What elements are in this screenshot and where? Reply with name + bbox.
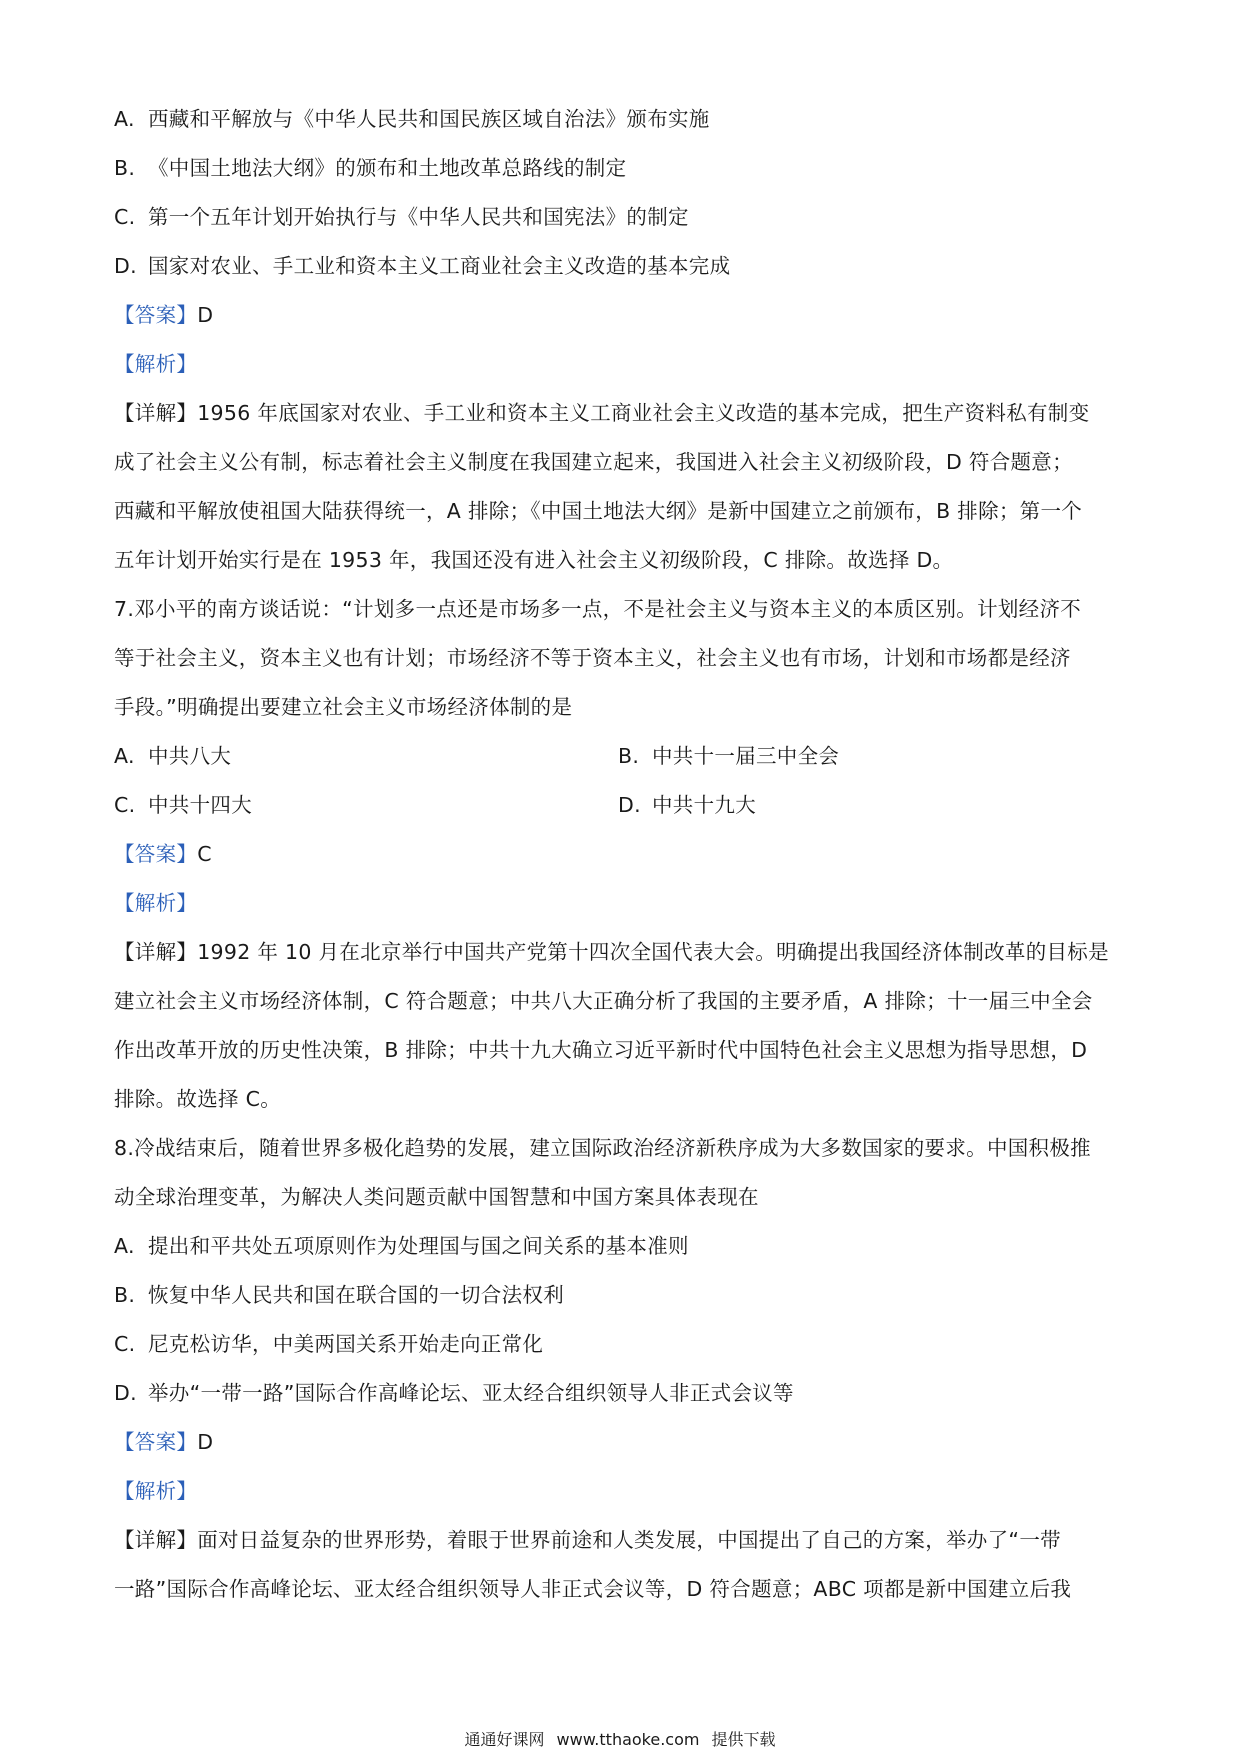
q8-analysis-label (114, 1477, 1134, 1505)
q7-stem-line-2: 等于社会主义，资本主义也有计划；市场经济不等于资本主义，社会主义也有市场，计划和市场都是经济 (114, 646, 1071, 670)
q8-detail-line-1 (114, 1526, 1134, 1554)
q7-option-b (618, 742, 839, 770)
q6-option-a (114, 105, 1134, 133)
q6-option-b (114, 154, 1134, 182)
footer-suffix: 提供下载 (711, 1730, 776, 1749)
answer-value: C (197, 842, 212, 866)
q8-stem-line-2: 动全球治理变革，为解决人类问题贡献中国智慧和中国方案具体表现在 (114, 1185, 759, 1209)
answer-label: 【答案】 (114, 303, 198, 327)
option-text: 举办“一带一路”国际合作高峰论坛、亚太经合组织领导人非正式会议等 (148, 1381, 794, 1405)
q8-option-b (114, 1281, 1134, 1309)
option-letter: C. (114, 1332, 136, 1356)
q7-detail-line-1 (114, 938, 1134, 966)
q7-answer (114, 840, 1134, 868)
detail-label: 【详解】 (114, 940, 198, 964)
q6-detail-line-1 (114, 399, 1134, 427)
q8-detail-line-2: 一路”国际合作高峰论坛、亚太经合组织领导人非正式会议等，D 符合题意；ABC 项都是新中国建立后我 (114, 1577, 1072, 1601)
q7-analysis-label (114, 889, 1134, 917)
q8-stem-line-1: 8.冷战结束后，随着世界多极化趋势的发展，建立国际政治经济新秩序成为大多数国家的要求。中国积极推 (114, 1136, 1091, 1160)
answer-value: D (197, 303, 214, 327)
q6-detail-line-3: 西藏和平解放使祖国大陆获得统一，A 排除；《中国土地法大纲》是新中国建立之前颁布，B 排除；第一个 (114, 499, 1083, 523)
q7-option-a (114, 742, 231, 770)
analysis-label: 【解析】 (114, 352, 198, 376)
page-footer (0, 1730, 1240, 1750)
q6-detail-line-2: 成了社会主义公有制，标志着社会主义制度在我国建立起来，我国进入社会主义初级阶段，D 符合题意； (114, 450, 1073, 474)
q6-analysis-label (114, 350, 1134, 378)
option-text: 恢复中华人民共和国在联合国的一切合法权利 (148, 1283, 564, 1307)
option-letter: D. (114, 254, 137, 278)
option-text: 中共八大 (148, 744, 232, 768)
q7-detail-line-2: 建立社会主义市场经济体制，C 符合题意；中共八大正确分析了我国的主要矛盾，A 排除；十一届三中全会 (114, 989, 1093, 1013)
option-text: 第一个五年计划开始执行与《中华人民共和国宪法》的制定 (148, 205, 689, 229)
q7-detail-line-4: 排除。故选择 C。 (114, 1087, 282, 1111)
option-text: 国家对农业、手工业和资本主义工商业社会主义改造的基本完成 (148, 254, 731, 278)
option-text: 提出和平共处五项原则作为处理国与国之间关系的基本准则 (148, 1234, 689, 1258)
answer-label: 【答案】 (114, 842, 198, 866)
answer-label: 【答案】 (114, 1430, 198, 1454)
detail-label: 【详解】 (114, 1528, 198, 1552)
q7-stem-line-3: 手段。”明确提出要建立社会主义市场经济体制的是 (114, 695, 573, 719)
option-letter: A. (114, 1234, 135, 1258)
option-letter: C. (114, 205, 136, 229)
detail-text: 1992 年 10 月在北京举行中国共产党第十四次全国代表大会。明确提出我国经济体制改革的目标是 (197, 940, 1109, 964)
q8-option-d (114, 1379, 1134, 1407)
option-text: 中共十九大 (652, 793, 756, 817)
answer-value: D (197, 1430, 214, 1454)
footer-url[interactable]: www.tthaoke.com (556, 1730, 700, 1749)
footer-site-name: 通通好课网 (464, 1730, 545, 1749)
q8-option-a (114, 1232, 1134, 1260)
q8-option-c (114, 1330, 1134, 1358)
q7-option-d (618, 791, 756, 819)
option-text: 《中国土地法大纲》的颁布和土地改革总路线的制定 (148, 156, 627, 180)
option-letter: C. (114, 793, 136, 817)
detail-label: 【详解】 (114, 401, 198, 425)
q6-detail-line-4: 五年计划开始实行是在 1953 年，我国还没有进入社会主义初级阶段，C 排除。故选择 D。 (114, 548, 954, 572)
q7-detail-line-3: 作出改革开放的历史性决策，B 排除；中共十九大确立习近平新时代中国特色社会主义思想为指导思想，D (114, 1038, 1088, 1062)
option-letter: A. (114, 107, 135, 131)
q7-option-c (114, 791, 252, 819)
option-letter: B. (618, 744, 640, 768)
q6-option-d (114, 252, 1134, 280)
option-letter: B. (114, 1283, 136, 1307)
option-letter: A. (114, 744, 135, 768)
q6-option-c (114, 203, 1134, 231)
option-letter: B. (114, 156, 136, 180)
q8-answer (114, 1428, 1134, 1456)
option-text: 西藏和平解放与《中华人民共和国民族区域自治法》颁布实施 (148, 107, 710, 131)
option-letter: D. (114, 1381, 137, 1405)
option-text: 中共十四大 (148, 793, 252, 817)
analysis-label: 【解析】 (114, 1479, 198, 1503)
option-letter: D. (618, 793, 641, 817)
q7-stem-line-1: 7.邓小平的南方谈话说：“计划多一点还是市场多一点，不是社会主义与资本主义的本质区别。计划经济不 (114, 597, 1082, 621)
analysis-label: 【解析】 (114, 891, 198, 915)
q6-answer (114, 301, 1134, 329)
option-text: 中共十一届三中全会 (652, 744, 840, 768)
option-text: 尼克松访华，中美两国关系开始走向正常化 (148, 1332, 544, 1356)
detail-text: 面对日益复杂的世界形势，着眼于世界前途和人类发展，中国提出了自己的方案，举办了“一带 (197, 1528, 1061, 1552)
detail-text: 1956 年底国家对农业、手工业和资本主义工商业社会主义改造的基本完成，把生产资料私有制变 (197, 401, 1090, 425)
